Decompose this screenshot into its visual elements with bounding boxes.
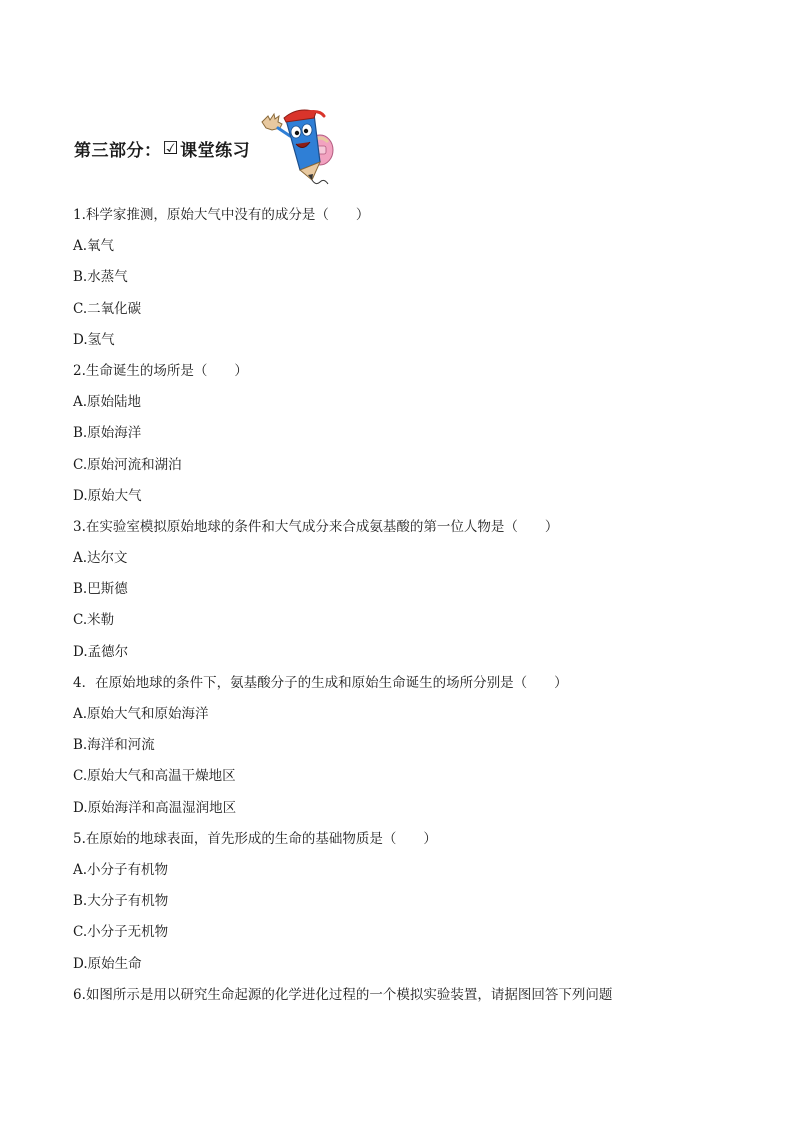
option-4d: D.原始海洋和高温湿润地区 <box>73 799 237 816</box>
question-list <box>73 203 733 1014</box>
option-5b: B.大分子有机物 <box>73 893 169 910</box>
heading-title: 课堂练习 <box>180 141 251 161</box>
option-5c: C.小分子无机物 <box>73 924 169 941</box>
option-3b: B.巴斯德 <box>73 581 128 598</box>
pencil-mascot-icon <box>258 104 344 188</box>
question-6: 6.如图所示是用以研究生命起源的化学进化过程的一个模拟实验装置，请据图回答下列问题 <box>73 986 613 1003</box>
option-5a: A.小分子有机物 <box>73 861 169 878</box>
question-5: 5.在原始的地球表面，首先形成的生命的基础物质是（ ） <box>73 830 437 847</box>
option-2c: C.原始河流和湖泊 <box>73 456 182 473</box>
option-2b: B.原始海洋 <box>73 425 142 442</box>
option-2d: D.原始大气 <box>73 487 142 504</box>
option-3c: C.米勒 <box>73 612 115 629</box>
option-1b: B.水蒸气 <box>73 269 128 286</box>
option-4c: C.原始大气和高温干燥地区 <box>73 768 236 785</box>
option-5d: D.原始生命 <box>73 955 142 972</box>
option-1a: A.氧气 <box>73 238 115 255</box>
section-heading <box>74 136 250 161</box>
option-2a: A.原始陆地 <box>73 394 142 411</box>
option-3d: D.孟德尔 <box>73 643 129 660</box>
question-4: 4．在原始地球的条件下，氨基酸分子的生成和原始生命诞生的场所分别是（ ） <box>73 674 568 691</box>
checkbox-icon: ☑ <box>162 138 180 159</box>
option-1d: D.氢气 <box>73 331 115 348</box>
squiggle-line <box>312 180 328 184</box>
question-3: 3.在实验室模拟原始地球的条件和大气成分来合成氨基酸的第一位人物是（ ） <box>73 518 559 535</box>
question-1: 1.科学家推测，原始大气中没有的成分是（ ） <box>73 207 370 223</box>
question-2: 2.生命诞生的场所是（ ） <box>73 362 248 379</box>
heading-prefix: 第三部分： <box>74 141 162 161</box>
option-4b: B.海洋和河流 <box>73 737 155 754</box>
option-4a: A.原始大气和原始海洋 <box>73 706 209 722</box>
option-3a: A.达尔文 <box>73 550 128 567</box>
pencil-body-icon <box>284 110 324 180</box>
option-1c: C.二氧化碳 <box>73 300 142 317</box>
